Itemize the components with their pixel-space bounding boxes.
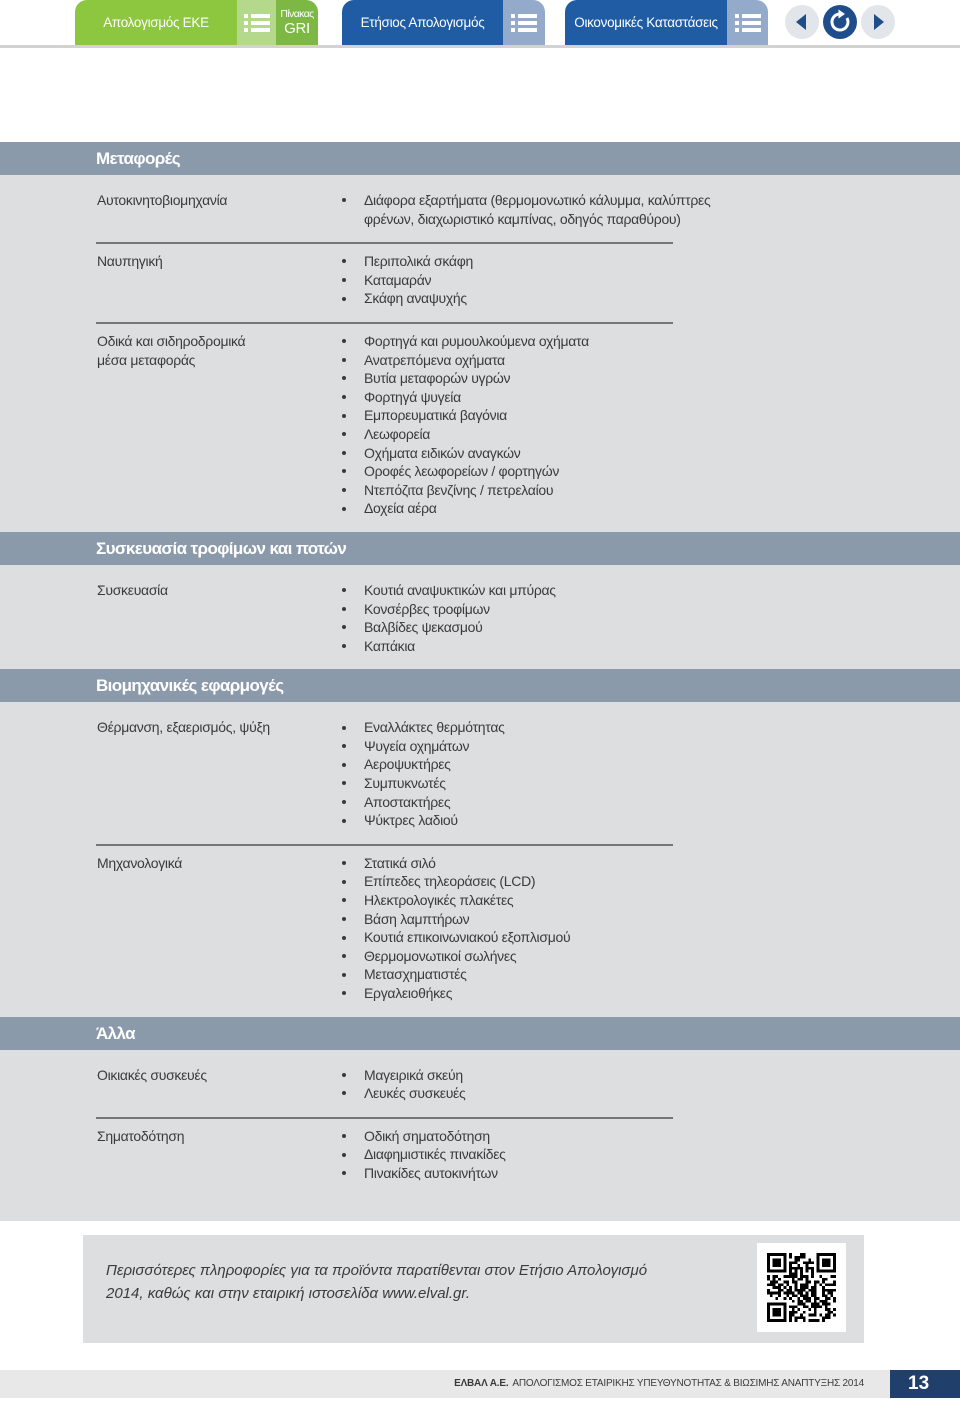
- product-item: Εμπορευματικά βαγόνια: [342, 406, 589, 425]
- financial-statements-menu-button[interactable]: [727, 0, 768, 45]
- product-item: Περιπολικά σκάφη: [342, 252, 473, 271]
- qr-code: [757, 1243, 846, 1332]
- tab-csr-report[interactable]: Απολογισμός ΕΚΕ: [75, 0, 237, 45]
- category-label: Οδικά και σιδηροδρομικά μέσα μεταφοράς: [97, 332, 246, 368]
- product-item: Δοχεία αέρα: [342, 499, 589, 518]
- product-item: Ντεπόζιτα βενζίνης / πετρελαίου: [342, 481, 589, 500]
- previous-page-button[interactable]: [785, 5, 819, 39]
- product-item: Καπάκια: [342, 637, 556, 656]
- product-list: [342, 332, 589, 518]
- section-title: Βιομηχανικές εφαρμογές: [0, 669, 960, 702]
- product-item: Συμπυκνωτές: [342, 774, 505, 793]
- reload-button[interactable]: [823, 5, 857, 39]
- product-item: Ψύκτρες λαδιού: [342, 811, 505, 830]
- product-list: [342, 1066, 465, 1103]
- footer-title: ΑΠΟΛΟΓΙΣΜΟΣ ΕΤΑΙΡΙΚΗΣ ΥΠΕΥΘΥΝΟΤΗΤΑΣ & ΒΙΩΣΙΜΗΣ ΑΝΑΠΤΥΞΗΣ 2014: [512, 1378, 864, 1389]
- list-icon: [511, 13, 537, 33]
- arrow-left-icon: [785, 5, 819, 39]
- product-list: [342, 191, 710, 228]
- product-item: Βάση λαμπτήρων: [342, 910, 570, 929]
- tab-group-csr-report: [75, 0, 318, 45]
- category-label: Σηματοδότηση: [97, 1127, 185, 1144]
- section-title: Μεταφορές: [0, 142, 960, 175]
- category-row: [0, 846, 960, 1017]
- product-item: Εναλλάκτες θερμότητας: [342, 718, 505, 737]
- product-item: Οδική σηματοδότηση: [342, 1127, 506, 1146]
- gri-label-top: Πίνακας: [280, 7, 314, 20]
- product-item: Ψυγεία οχημάτων: [342, 737, 505, 756]
- category-row: [0, 244, 960, 322]
- product-list: [342, 1127, 506, 1183]
- refresh-icon: [823, 5, 857, 39]
- product-item: Κουτιά επικοινωνιακού εξοπλισμού: [342, 928, 570, 947]
- product-item: Φορτηγά και ρυμουλκούμενα οχήματα: [342, 332, 589, 351]
- category-row: [0, 702, 960, 844]
- product-item: Κουτιά αναψυκτικών και μπύρας: [342, 581, 556, 600]
- top-navigation: [0, 0, 960, 48]
- product-item: Λεωφορεία: [342, 425, 589, 444]
- product-list: [342, 718, 505, 830]
- gri-table-button[interactable]: [276, 0, 318, 45]
- footer-company: ΕΛΒΑΛ Α.Ε.: [454, 1378, 509, 1389]
- tab-group-financial-statements: [565, 0, 768, 45]
- category-row: [0, 1119, 960, 1197]
- product-item: Οροφές λεωφορείων / φορτηγών: [342, 462, 589, 481]
- product-section: [0, 142, 960, 532]
- product-item: Εργαλειοθήκες: [342, 984, 570, 1003]
- category-label: Θέρμανση, εξαερισμός, ψύξη: [97, 719, 270, 736]
- category-row: [0, 1050, 960, 1117]
- product-item: Βυτία μεταφορών υγρών: [342, 369, 589, 388]
- info-text-line: 2014, καθώς και στην εταιρική ιστοσελίδα www.elval.gr.: [106, 1285, 471, 1302]
- product-list: [342, 581, 556, 655]
- product-item: Μετασχηματιστές: [342, 965, 570, 984]
- product-item: Επίπεδες τηλεοράσεις (LCD): [342, 872, 570, 891]
- product-item: Στατικά σιλό: [342, 854, 570, 873]
- tab-financial-statements[interactable]: Οικονομικές Καταστάσεις: [565, 0, 727, 45]
- product-item: Αεροψυκτήρες: [342, 755, 505, 774]
- product-list: [342, 854, 570, 1003]
- category-label: Μηχανολογικά: [97, 854, 183, 871]
- product-item: Θερμομονωτικοί σωλήνες: [342, 947, 570, 966]
- product-item: Αποστακτήρες: [342, 793, 505, 812]
- list-icon: [244, 13, 270, 33]
- category-label: Συσκευασία: [97, 581, 168, 598]
- product-item: Φορτηγά ψυγεία: [342, 388, 589, 407]
- product-item: Σκάφη αναψυχής: [342, 289, 473, 308]
- tab-annual-report[interactable]: Ετήσιος Απολογισμός: [342, 0, 503, 45]
- product-item: Ηλεκτρολογικές πλακέτες: [342, 891, 570, 910]
- gri-label-bottom: GRI: [284, 20, 310, 38]
- page-number: 13: [890, 1370, 960, 1398]
- product-item: Πινακίδες αυτοκινήτων: [342, 1164, 506, 1183]
- tab-group-annual-report: [342, 0, 545, 45]
- category-label: Οικιακές συσκευές: [97, 1066, 207, 1083]
- product-item: Καταμαράν: [342, 271, 473, 290]
- qr-code-icon: [767, 1253, 836, 1322]
- page-footer: [0, 1370, 890, 1398]
- category-label: Ναυπηγική: [97, 253, 163, 270]
- category-row: [0, 324, 960, 532]
- product-section: [0, 532, 960, 669]
- next-page-button[interactable]: [861, 5, 895, 39]
- section-title: Άλλα: [0, 1017, 960, 1050]
- csr-report-menu-button[interactable]: [237, 0, 276, 45]
- product-section: [0, 1017, 960, 1197]
- product-item: Λευκές συσκευές: [342, 1084, 465, 1103]
- category-label: Αυτοκινητοβιομηχανία: [97, 192, 228, 208]
- section-title: Συσκευασία τροφίμων και ποτών: [0, 532, 960, 565]
- product-applications: [0, 142, 960, 1221]
- info-text-line: Περισσότερες πληροφορίες για τα προϊόντα παρατίθενται στον Ετήσιο Απολογισμό: [106, 1262, 648, 1279]
- category-row: [0, 565, 960, 669]
- arrow-right-icon: [861, 5, 895, 39]
- product-section: [0, 669, 960, 1016]
- product-item: Βαλβίδες ψεκασμού: [342, 618, 556, 637]
- product-item: Κονσέρβες τροφίμων: [342, 600, 556, 619]
- category-row: [0, 175, 960, 242]
- more-info-box: [83, 1235, 864, 1343]
- nav-divider: [0, 45, 960, 48]
- product-item: Οχήματα ειδικών αναγκών: [342, 444, 589, 463]
- product-item: Διάφορα εξαρτήματα (θερμομονωτικό κάλυμμα, καλύπτρες φρένων, διαχωριστικό καμπίνας, οδηγός παραθύρου): [342, 191, 710, 228]
- product-item: Διαφημιστικές πινακίδες: [342, 1145, 506, 1164]
- product-list: [342, 252, 473, 308]
- product-item: Μαγειρικά σκεύη: [342, 1066, 465, 1085]
- list-icon: [735, 13, 761, 33]
- annual-report-menu-button[interactable]: [503, 0, 545, 45]
- product-item: Ανατρεπόμενα οχήματα: [342, 351, 589, 370]
